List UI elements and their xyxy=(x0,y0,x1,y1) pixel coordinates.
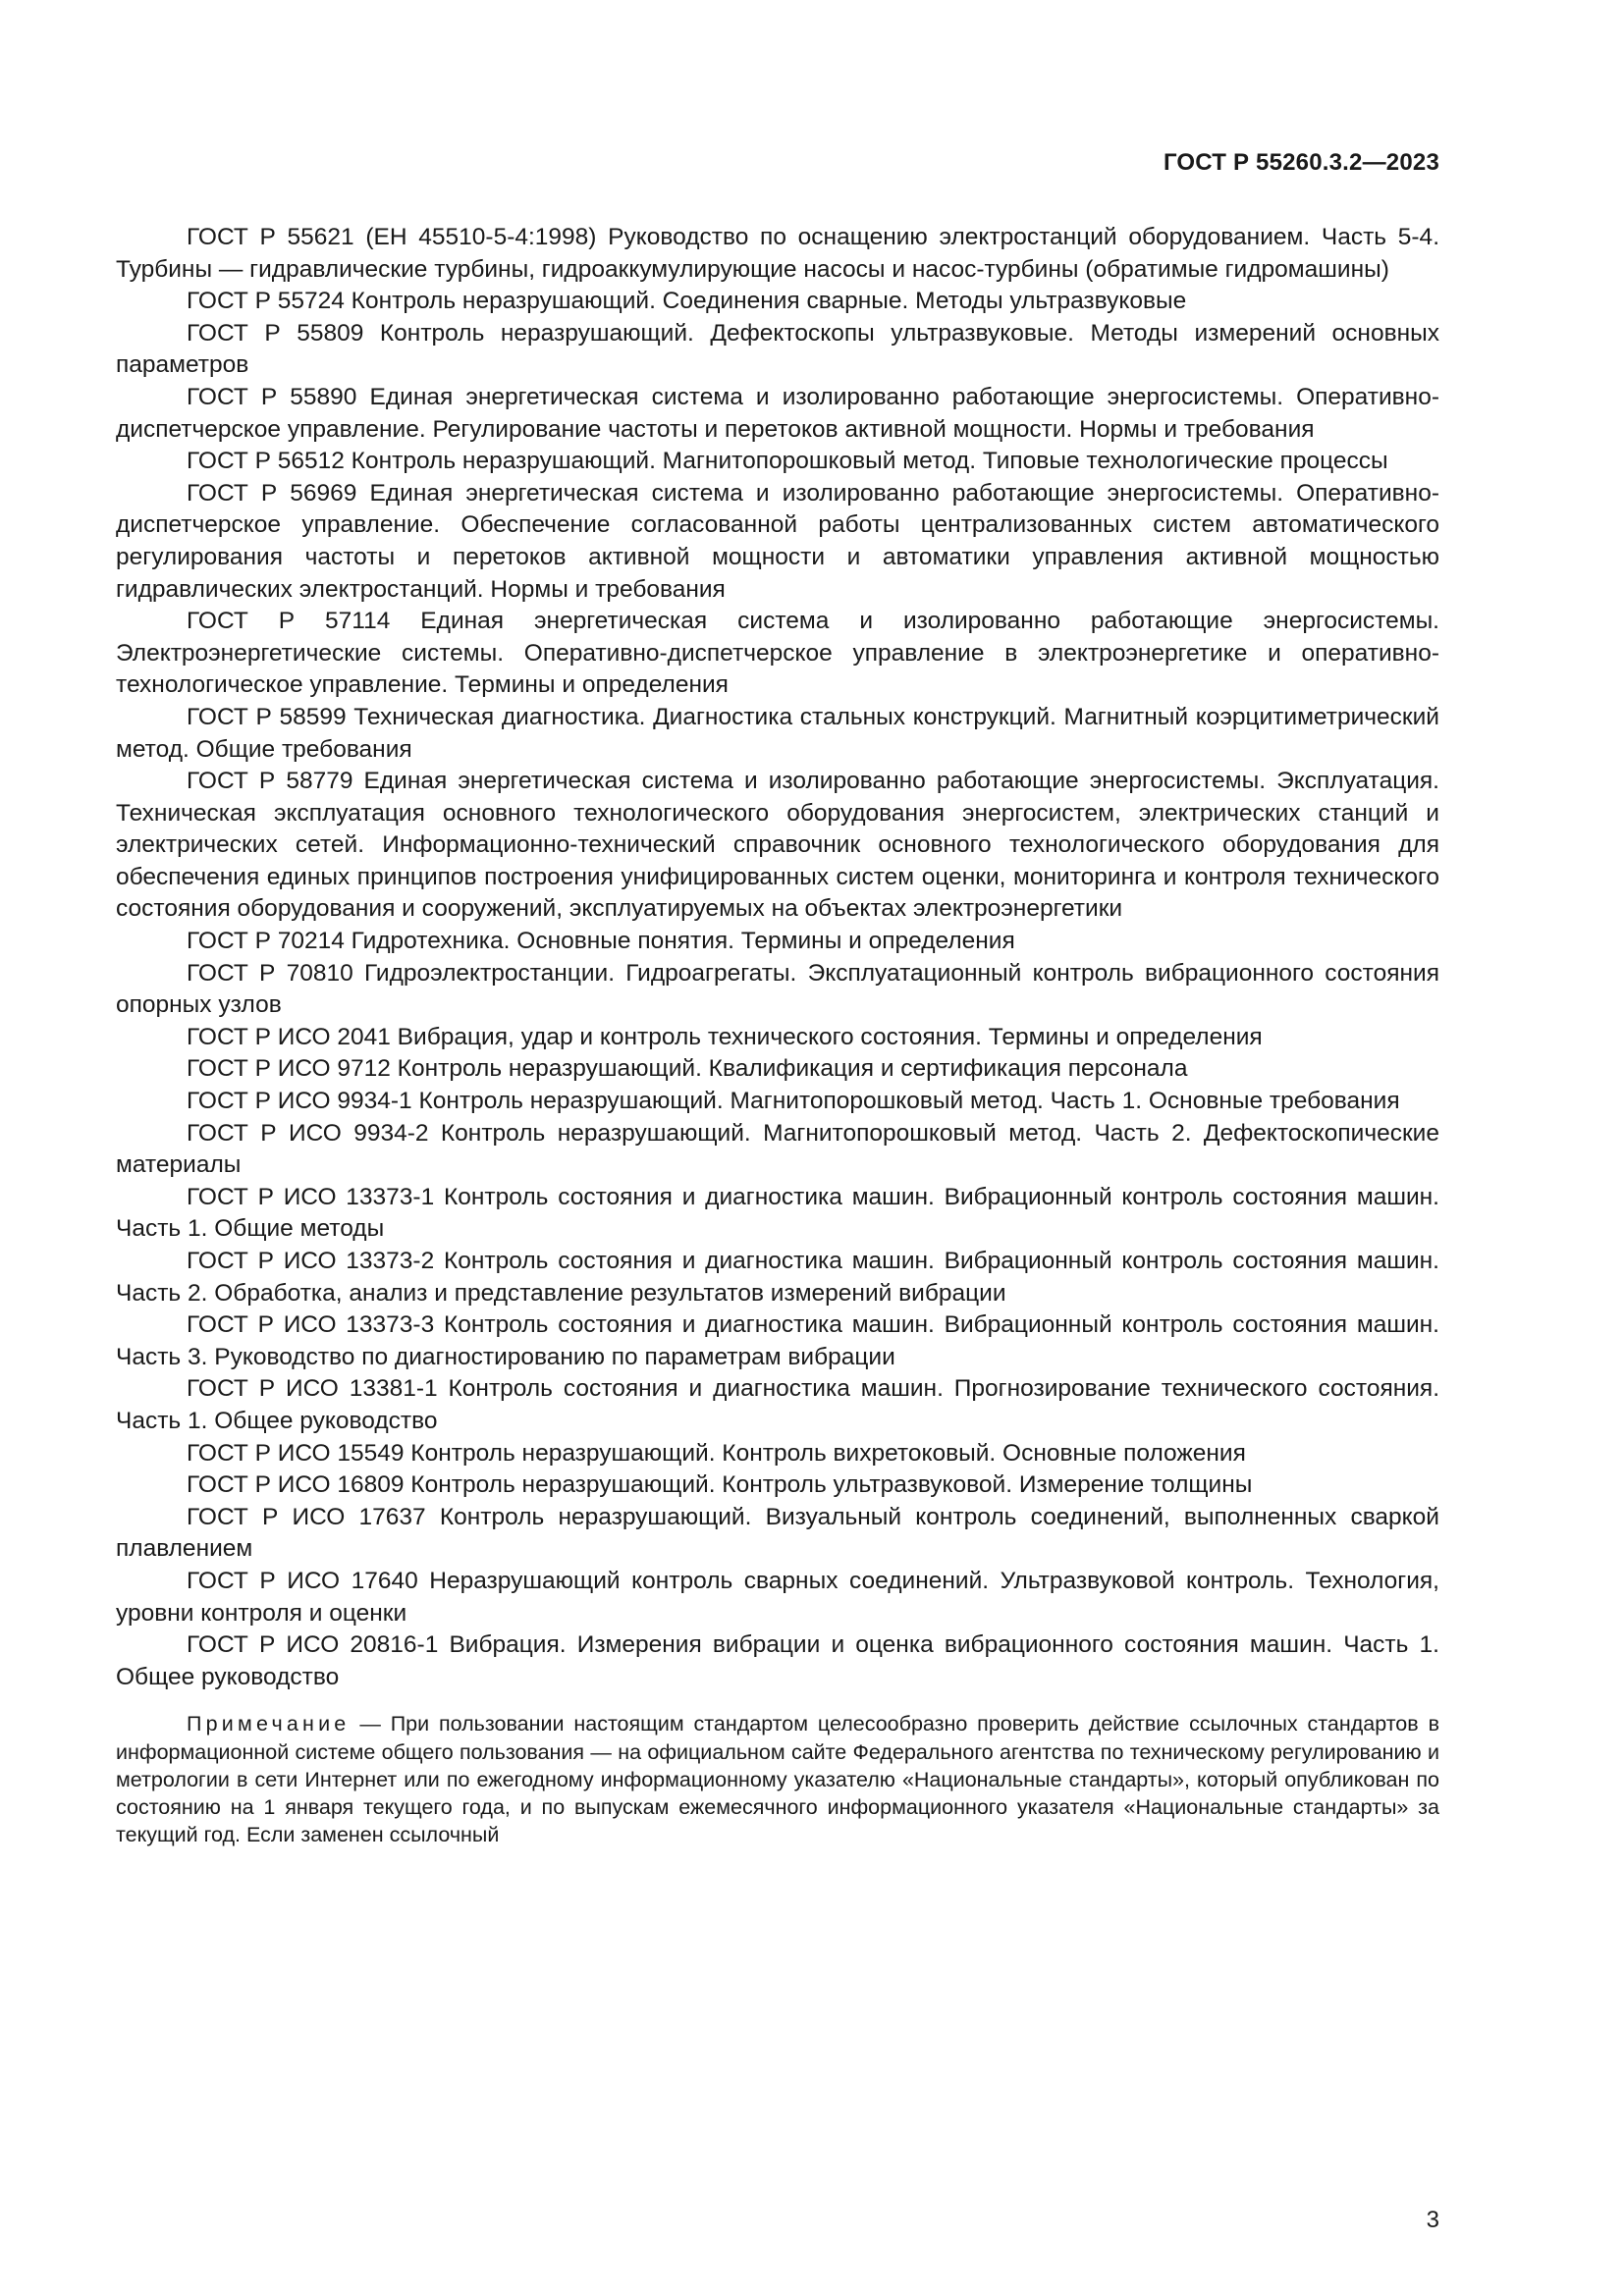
reference-item: ГОСТ Р 70214 Гидротехника. Основные понятия. Термины и определения xyxy=(187,928,1015,955)
reference-item: ГОСТ Р ИСО 20816-1 Вибрация. Измерения вибрации и оценка вибрационного состояния машин. Часть 1. Общее руководство xyxy=(116,1631,1439,1690)
reference-item: ГОСТ Р 56512 Контроль неразрушающий. Магнитопорошковый метод. Типовые технологические процессы xyxy=(187,448,1388,475)
reference-item: ГОСТ Р 55621 (ЕН 45510-5-4:1998) Руководство по оснащению электростанций оборудованием. Часть 5-4. Турбины — гидравлические турбины, гидроаккумулирующие насосы и насос-турбины (обратимые гидромашины) xyxy=(116,224,1439,283)
reference-item: ГОСТ Р ИСО 9934-1 Контроль неразрушающий. Магнитопорошковый метод. Часть 1. Основные требования xyxy=(187,1088,1400,1115)
reference-item: ГОСТ Р 57114 Единая энергетическая система и изолированно работающие энергосистемы. Электроэнергетические системы. Оперативно-диспетчерское управление в электроэнергетике и оперативно-технологическое управление. Термины и определения xyxy=(116,608,1439,699)
normative-references-section xyxy=(116,222,1439,1848)
reference-item: ГОСТ Р 58779 Единая энергетическая система и изолированно работающие энергосистемы. Эксплуатация. Техническая эксплуатация основного технологического оборудования энергосистем, электрических станций и электрических сетей. Информационно-технический справочник основного технологического оборудования для обеспечения единых принципов построения унифицированных систем оценки, мониторинга и контроля технического состояния оборудования и сооружений, эксплуатируемых на объектах электроэнергетики xyxy=(116,768,1439,923)
reference-item: ГОСТ Р 70810 Гидроэлектростанции. Гидроагрегаты. Эксплуатационный контроль вибрационного состояния опорных узлов xyxy=(116,959,1439,1019)
reference-item: ГОСТ Р 55890 Единая энергетическая система и изолированно работающие энергосистемы. Оперативно-диспетчерское управление. Регулирование частоты и перетоков активной мощности. Нормы и требования xyxy=(116,383,1439,443)
reference-item: ГОСТ Р ИСО 13373-3 Контроль состояния и диагностика машин. Вибрационный контроль состояния машин. Часть 3. Руководство по диагностированию по параметрам вибрации xyxy=(116,1311,1439,1370)
reference-item: ГОСТ Р 56969 Единая энергетическая система и изолированно работающие энергосистемы. Оперативно-диспетчерское управление. Обеспечение согласованной работы централизованных систем автоматического регулирования частоты и перетоков активной мощности и автоматики управления активной мощностью гидравлических электростанций. Нормы и требования xyxy=(116,479,1439,603)
reference-item: ГОСТ Р ИСО 13373-1 Контроль состояния и диагностика машин. Вибрационный контроль состояния машин. Часть 1. Общие методы xyxy=(116,1183,1439,1243)
reference-item: ГОСТ Р ИСО 17637 Контроль неразрушающий. Визуальный контроль соединений, выполненных сваркой плавлением xyxy=(116,1503,1439,1563)
note-label: Примечание xyxy=(187,1712,351,1736)
reference-item: ГОСТ Р ИСО 13373-2 Контроль состояния и диагностика машин. Вибрационный контроль состояния машин. Часть 2. Обработка, анализ и представление результатов измерений вибрации xyxy=(116,1248,1439,1307)
reference-item: ГОСТ Р ИСО 9712 Контроль неразрушающий. Квалификация и сертификация персонала xyxy=(187,1055,1188,1083)
reference-item: ГОСТ Р ИСО 9934-2 Контроль неразрушающий. Магнитопорошковый метод. Часть 2. Дефектоскопические материалы xyxy=(116,1119,1439,1179)
reference-item: ГОСТ Р ИСО 2041 Вибрация, удар и контроль технического состояния. Термины и определения xyxy=(187,1023,1263,1050)
note-paragraph xyxy=(116,1710,1439,1848)
document-header: ГОСТ Р 55260.3.2—2023 xyxy=(1163,149,1439,176)
reference-item: ГОСТ Р ИСО 15549 Контроль неразрушающий. Контроль вихретоковый. Основные положения xyxy=(187,1439,1246,1467)
reference-item: ГОСТ Р ИСО 13381-1 Контроль состояния и диагностика машин. Прогнозирование технического состояния. Часть 1. Общее руководство xyxy=(116,1375,1439,1434)
reference-item: ГОСТ Р 55724 Контроль неразрушающий. Соединения сварные. Методы ультразвуковые xyxy=(187,288,1187,315)
reference-item: ГОСТ Р 55809 Контроль неразрушающий. Дефектоскопы ультразвуковые. Методы измерений основных параметров xyxy=(116,319,1439,379)
reference-item: ГОСТ Р ИСО 17640 Неразрушающий контроль сварных соединений. Ультразвуковой контроль. Технология, уровни контроля и оценки xyxy=(116,1567,1439,1627)
reference-item: ГОСТ Р ИСО 16809 Контроль неразрушающий. Контроль ультразвуковой. Измерение толщины xyxy=(187,1471,1253,1499)
note-text: — При пользовании настоящим стандартом целесообразно проверить действие ссылочных стандартов в информационной системе общего пользования — на официальном сайте Федерального агентства по техническому регулированию и метрологии в сети Интернет или по ежегодному информационному указателю «Национальные стандарты», который опубликован по состоянию на 1 января текущего года, и по выпускам ежемесячного информационного указателя «Национальные стандарты» за текущий год. Если заменен ссылочный xyxy=(116,1712,1439,1847)
page-number: 3 xyxy=(1426,2207,1439,2233)
reference-item: ГОСТ Р 58599 Техническая диагностика. Диагностика стальных конструкций. Магнитный коэрцитиметрический метод. Общие требования xyxy=(116,703,1439,763)
